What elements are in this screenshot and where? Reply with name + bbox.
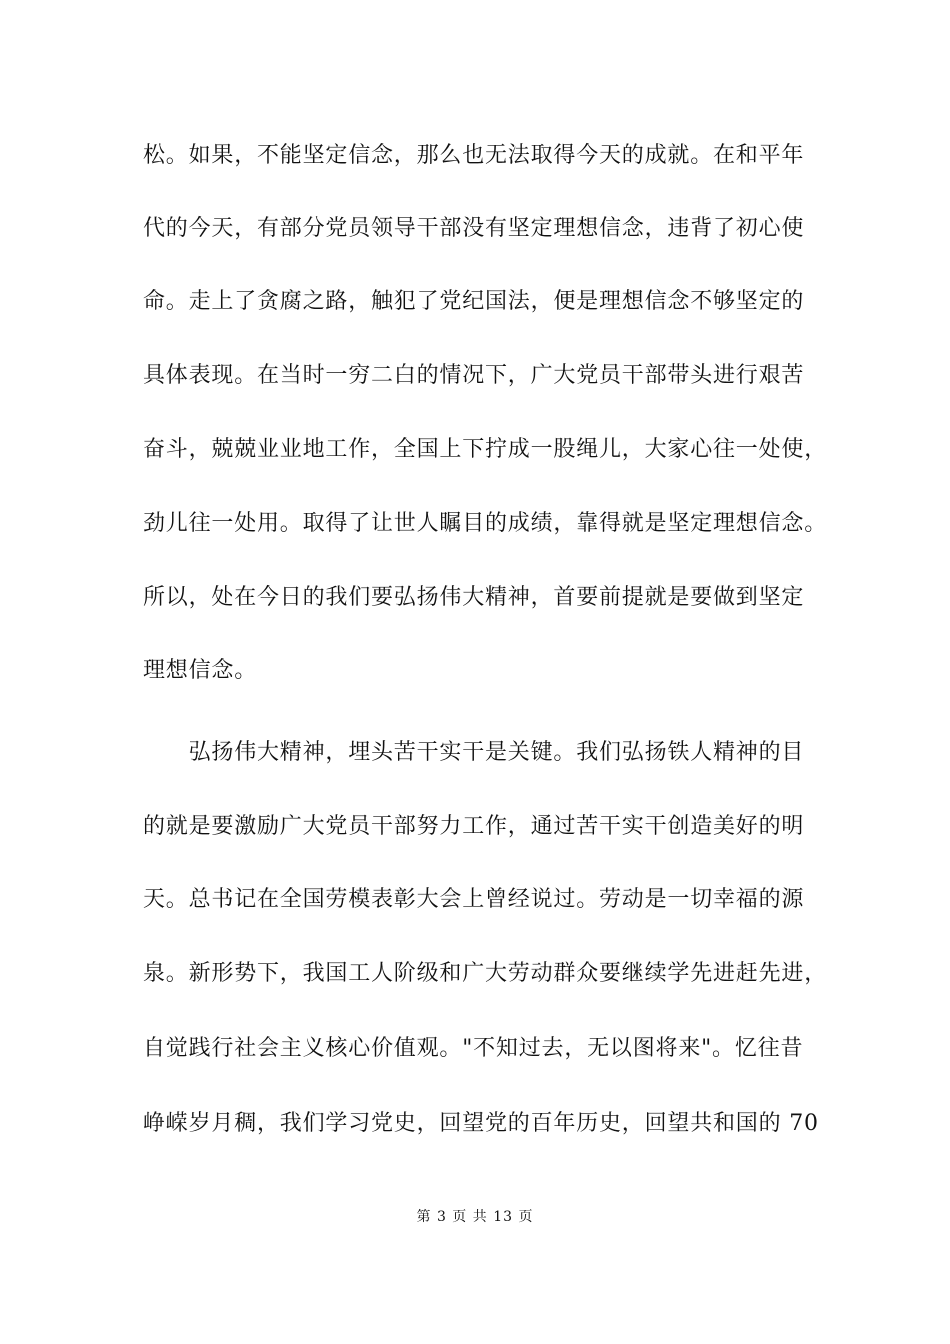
text-line-6: 劲儿往一处用。取得了让世人瞩目的成绩，靠得就是坚定理想信念。 (143, 511, 828, 536)
text-line-12: 泉。新形势下，我国工人阶级和广大劳动群众要继续学先进赶先进， (143, 961, 828, 986)
text-line-13: 自觉践行社会主义核心价值观。"不知过去，无以图将来"。忆往昔 (143, 1036, 804, 1061)
text-line-8: 理想信念。 (143, 658, 258, 683)
page-number-footer: 第 3 页 共 13 页 (416, 1209, 534, 1225)
text-line-11: 天。总书记在全国劳模表彰大会上曾经说过。劳动是一切幸福的源 (143, 887, 805, 912)
text-line-2: 代的今天，有部分党员领导干部没有坚定理想信念，违背了初心使 (143, 216, 805, 241)
text-line-9: 弘扬伟大精神，埋头苦干实干是关键。我们弘扬铁人精神的目 (143, 740, 805, 765)
text-line-1: 松。如果，不能坚定信念，那么也无法取得今天的成就。在和平年 (143, 143, 805, 168)
text-line-10: 的就是要激励广大党员干部努力工作，通过苦干实干创造美好的明 (143, 814, 805, 839)
text-line-14: 峥嵘岁月稠，我们学习党史，回望党的百年历史，回望共和国的 70 (143, 1111, 819, 1136)
text-line-7: 所以，处在今日的我们要弘扬伟大精神，首要前提就是要做到坚定 (143, 585, 805, 610)
text-line-5: 奋斗，兢兢业业地工作，全国上下拧成一股绳儿，大家心往一处使， (143, 437, 828, 462)
text-line-4: 具体表现。在当时一穷二白的情况下，广大党员干部带头进行艰苦 (143, 363, 805, 388)
text-line-3: 命。走上了贪腐之路，触犯了党纪国法，便是理想信念不够坚定的 (143, 289, 805, 314)
